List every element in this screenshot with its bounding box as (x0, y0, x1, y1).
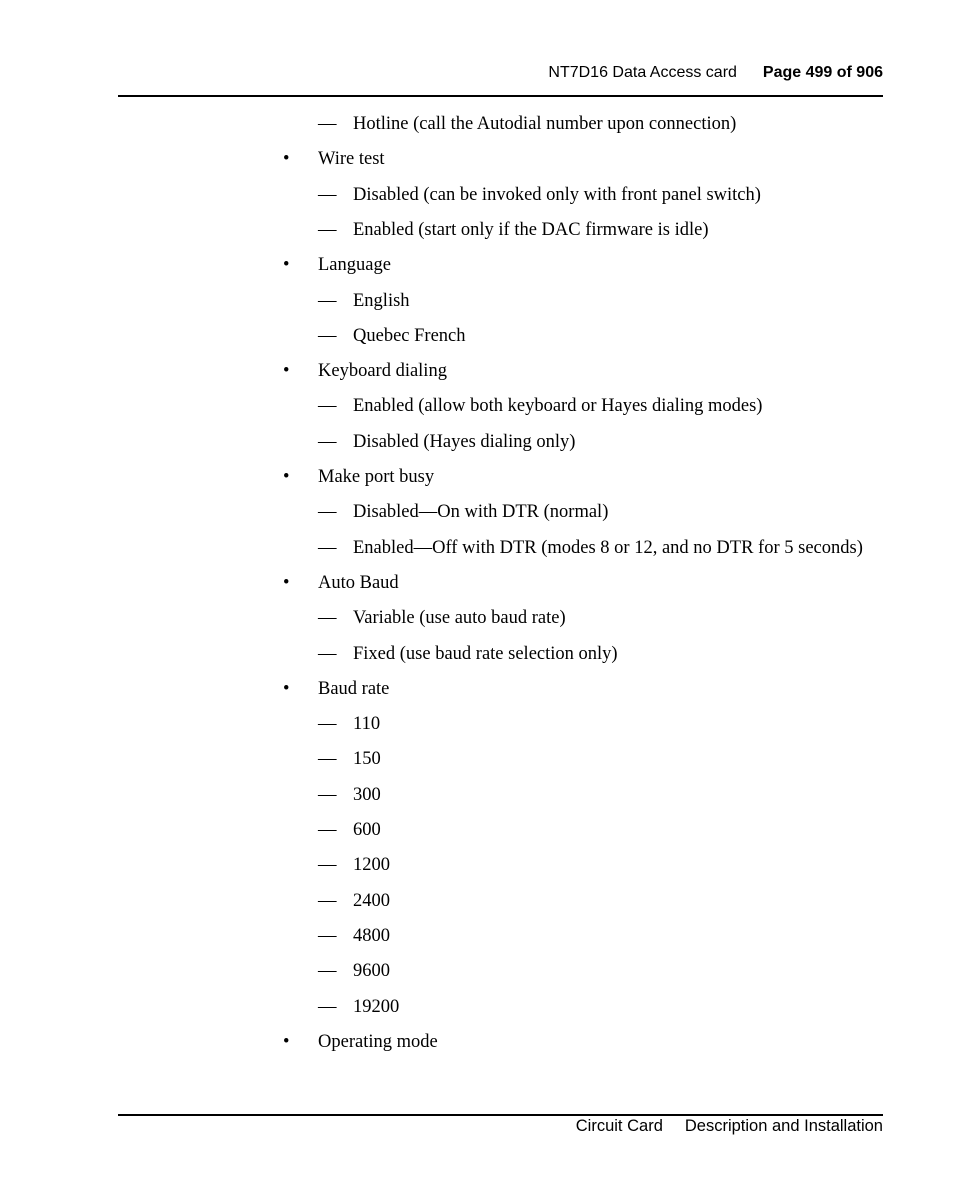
list-item-text: Fixed (use baud rate selection only) (353, 643, 618, 664)
list-item-sub (0, 289, 954, 313)
document-title: NT7D16 Data Access card (548, 64, 737, 81)
dash-marker: — (318, 290, 337, 311)
list-item-sub (0, 712, 954, 736)
bullet-marker: • (283, 255, 290, 276)
list-item-text: Keyboard dialing (318, 361, 447, 382)
list-item-sub (0, 324, 954, 348)
list-item-text: Enabled (allow both keyboard or Hayes dialing modes) (353, 396, 763, 417)
dash-marker: — (318, 996, 337, 1017)
dash-marker: — (318, 643, 337, 664)
list-item-bullet (0, 1030, 954, 1054)
list-item-sub (0, 995, 954, 1019)
bullet-marker: • (283, 361, 290, 382)
list-item-text: 110 (353, 714, 381, 735)
dash-marker: — (318, 537, 337, 558)
list-item-bullet (0, 677, 954, 701)
list-item-text: Enabled (start only if the DAC firmware is idle) (353, 219, 709, 240)
list-item-sub (0, 183, 954, 207)
dash-marker: — (318, 325, 337, 346)
footer-book-subtitle: Description and Installation (684, 1117, 883, 1135)
list-item-sub (0, 500, 954, 524)
list-item-text: 300 (353, 784, 381, 805)
list-item-bullet (0, 147, 954, 171)
list-item-text: 2400 (353, 890, 390, 911)
list-item-sub (0, 853, 954, 877)
list-item-sub (0, 818, 954, 842)
list-item-text: Language (318, 255, 391, 276)
list-item-sub (0, 430, 954, 454)
dash-marker: — (318, 714, 337, 735)
dash-marker: — (318, 820, 337, 840)
page-number: Page 499 of 906 (762, 64, 883, 81)
dash-marker: — (318, 784, 337, 805)
list-item-bullet (0, 359, 954, 383)
list-item-text: Auto Baud (318, 572, 399, 593)
dash-marker: — (318, 608, 337, 629)
list-item-text: Disabled—On with DTR (normal) (353, 502, 609, 523)
list-item-text: English (353, 290, 410, 311)
list-item-sub (0, 924, 954, 948)
list-item-bullet (0, 465, 954, 489)
dash-marker: — (318, 961, 337, 982)
dash-marker: — (318, 925, 337, 946)
list-item-text: 1200 (353, 855, 390, 876)
list-item-text: Enabled—Off with DTR (modes 8 or 12, and no DTR for 5 seconds) (353, 537, 863, 558)
bullet-marker: • (283, 467, 290, 487)
bullet-marker: • (283, 1031, 290, 1052)
dash-marker: — (318, 114, 337, 134)
dash-marker: — (318, 749, 337, 770)
list-item-text: 600 (353, 820, 381, 840)
dash-marker: — (318, 855, 337, 876)
dash-marker: — (318, 502, 337, 523)
footer-book-title: Circuit Card (575, 1117, 663, 1135)
list-item-text: Hotline (call the Autodial number upon connection) (353, 114, 737, 134)
list-item-sub (0, 959, 954, 983)
list-item-sub (0, 606, 954, 630)
list-item-sub (0, 536, 954, 560)
list-item-text: Operating mode (318, 1031, 438, 1052)
list-item-text: Make port busy (318, 467, 435, 487)
list-item-text: 150 (353, 749, 381, 770)
list-item-text: Variable (use auto baud rate) (353, 608, 566, 629)
page-footer (118, 1117, 883, 1141)
dash-marker: — (318, 219, 337, 240)
list-item-text: 19200 (353, 996, 400, 1017)
list-item-text: Wire test (318, 149, 385, 170)
list-item-text: 9600 (353, 961, 390, 982)
list-item-sub (0, 218, 954, 242)
list-item-bullet (0, 571, 954, 595)
list-item-sub (0, 747, 954, 771)
list-item-sub (0, 394, 954, 418)
list-item-sub (0, 783, 954, 807)
list-item-text: Disabled (can be invoked only with front panel switch) (353, 184, 761, 205)
list-item-text: Quebec French (353, 325, 466, 346)
list-item-text: Disabled (Hayes dialing only) (353, 431, 576, 452)
list-item-bullet (0, 253, 954, 277)
bullet-marker: • (283, 572, 290, 593)
dash-marker: — (318, 396, 337, 417)
footer-rule (118, 1114, 883, 1116)
list-item-sub (0, 112, 954, 136)
list-item-text: 4800 (353, 925, 390, 946)
dash-marker: — (318, 184, 337, 205)
dash-marker: — (318, 890, 337, 911)
list-item-text: Baud rate (318, 678, 390, 699)
list-item-sub (0, 642, 954, 666)
bullet-marker: • (283, 149, 290, 170)
dash-marker: — (318, 431, 337, 452)
list-item-sub (0, 889, 954, 913)
bullet-marker: • (283, 678, 290, 699)
